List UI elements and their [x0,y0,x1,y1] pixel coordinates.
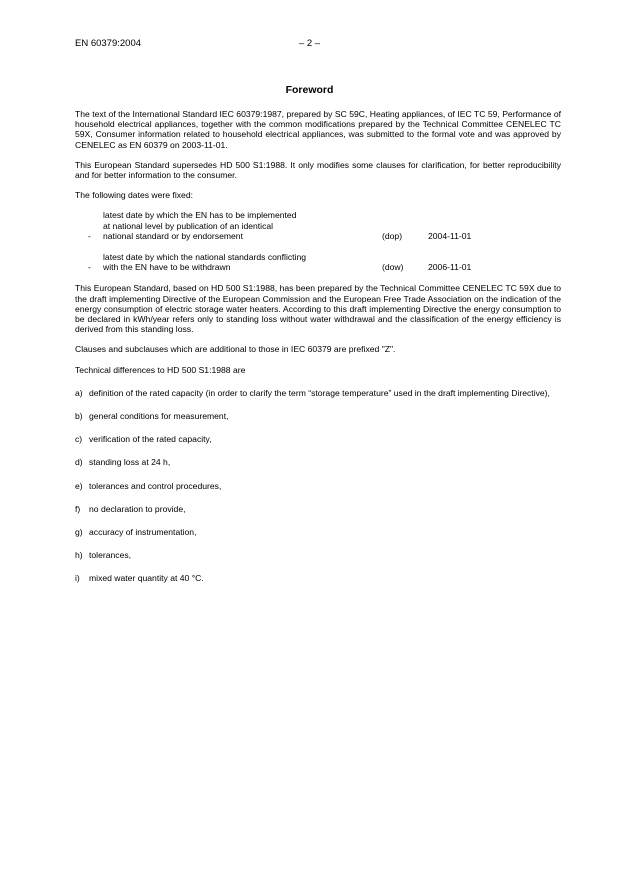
list-item-label: f) [75,503,81,514]
list-item-label: a) [75,387,83,398]
paragraph-prefix: Clauses and subclauses which are additional to those in IEC 60379 are prefixed "Z". [75,344,396,355]
foreword-body [75,109,561,597]
paragraph-supersedes: This European Standard supersedes HD 500 S1:1988. It only modifies some clauses for clarification, for better reproducibility and for better information to the consumer. [75,159,561,181]
list-item [75,481,561,491]
list-item-text: verification of the rated capacity, [89,434,212,445]
date-abbreviation: (dop) [382,230,403,241]
date-description [103,252,382,272]
paragraph-energy: This European Standard, based on HD 500 S1:1988, has been prepared by the Technical Committee CENELEC TC 59X due to the draft implementing Directive of the European Commission and the European Free Trade Association on the indication of the energy consumption of electric storage water heaters. According to this draft implementing Directive the energy consumption to be declared in kWh/year refers only to standing loss without water withdrawal and the classification of the energy efficiency is derived from this standing loss. [75,283,561,335]
list-dash: - [88,262,91,273]
list-item-text: no declaration to provide, [89,503,186,514]
list-item-label: e) [75,480,83,491]
paragraph-intro: The text of the International Standard IEC 60379:1987, prepared by SC 59C, Heating appliances, of IEC TC 59, Performance of household electrical appliances, together with the common modifications prepared by the Technical Committee CENELEC TC 59X, Consumer information related to household electrical appliances, was submitted to the formal vote and was approved by CENELEC as EN 60379 on 2003-11-01. [75,109,561,150]
list-item-label: i) [75,573,80,584]
list-item-text: definition of the rated capacity (in order to clarify the term “storage temperature” used in the draft implementing Directive), [89,387,550,398]
list-item-text: tolerances and control procedures, [89,480,222,491]
list-item-label: b) [75,411,83,422]
list-item [75,411,561,421]
list-item-label: g) [75,527,83,538]
list-item-label: c) [75,434,83,445]
list-item [75,550,561,560]
dates-list [75,210,561,272]
page-number: – 2 – [298,38,321,49]
date-line: latest date by which the national standards conflicting [103,252,307,263]
date-line: national standard or by endorsement [103,230,243,241]
list-item [75,457,561,467]
document-id: EN 60379:2004 [75,38,142,49]
date-value: 2004-11-01 [428,230,472,241]
date-abbreviation: (dow) [382,262,404,273]
date-line: with the EN have to be withdrawn [103,262,231,273]
list-item-text: general conditions for measurement, [89,411,229,422]
date-value: 2006-11-01 [428,262,472,273]
list-item [75,388,561,398]
list-item-label: h) [75,550,83,561]
date-description [103,210,382,241]
list-item [75,573,561,583]
paragraph-dates-intro: The following dates were fixed: [75,190,193,201]
date-line: at national level by publication of an identical [103,220,274,231]
list-item [75,527,561,537]
list-item-text: standing loss at 24 h, [89,457,171,468]
list-item [75,434,561,444]
list-dash: - [88,230,91,241]
list-item-text: accuracy of instrumentation, [89,527,197,538]
paragraph-differences-intro: Technical differences to HD 500 S1:1988 are [75,364,246,375]
list-item-text: mixed water quantity at 40 °C. [89,573,204,584]
differences-list [75,388,561,584]
page-title: Foreword [285,84,334,96]
date-line: latest date by which the EN has to be implemented [103,210,297,221]
list-item-label: d) [75,457,83,468]
date-row-dop [75,210,561,241]
date-row-dow [75,252,561,272]
list-item [75,504,561,514]
list-item-text: tolerances, [89,550,132,561]
